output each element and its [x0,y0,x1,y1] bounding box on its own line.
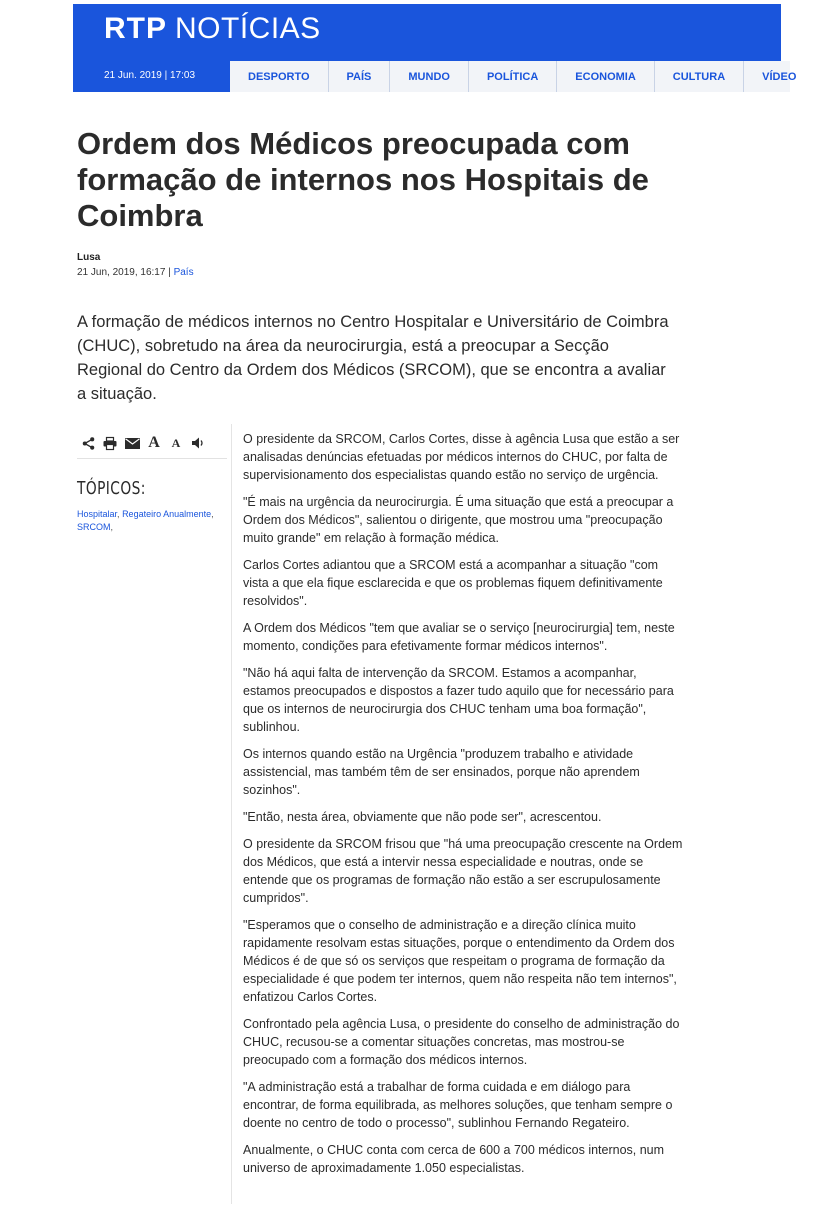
print-icon[interactable] [99,433,121,453]
nav-item-cultura[interactable]: CULTURA [654,61,743,92]
article-author: Lusa [77,252,101,263]
logo-rtp: RTP [104,12,167,45]
share-icon[interactable] [77,433,99,453]
body-paragraph: Anualmente, o CHUC conta com cerca de 600 a 700 médicos internos, num universo de aproximadamente 1.050 especialistas. [243,1143,665,1175]
body-paragraph: Os internos quando estão na Urgência "produzem trabalho e atividade assistencial, mas também têm de ser ensinados, porque não aprendem sozinhos". [243,747,640,797]
email-icon[interactable] [121,433,143,453]
body-paragraph: "É mais na urgência da neurocirurgia. É uma situação que está a preocupar a Ordem dos Médicos", salientou o dirigente, que mostrou uma "preocupação muito grande" em relação à formação médica. [243,495,674,545]
body-paragraph: "Então, nesta área, obviamente que não pode ser", acrescentou. [243,810,602,824]
meta-separator: | [165,267,174,278]
topic-link-hospitalar[interactable]: Hospitalar [77,509,118,519]
main-nav [230,61,797,92]
article-date: 21 Jun, 2019, 16:17 [77,267,166,278]
site-logo[interactable] [104,13,321,45]
article-category-link[interactable]: País [173,267,194,278]
body-paragraph: "Não há aqui falta de intervenção da SRCOM. Estamos a acompanhar, estamos preocupados e dispostos a fazer tudo aquilo que for necessário para que os internos de neurocirurgia dos CHUC tenham uma boa formação", sublinhou. [243,666,674,734]
nav-item-politica[interactable]: POLÍTICA [468,61,556,92]
site-header [73,4,797,92]
topic-separator: , [117,509,120,519]
body-paragraph: O presidente da SRCOM frisou que "há uma preocupação crescente na Ordem dos Médicos, que está a intervir nessa especialidade e noutras, onde se entende que os programas de formação não estão a ser escrupulosamente cumpridos". [243,837,683,905]
font-decrease-icon[interactable]: A [171,435,181,450]
nav-item-pais[interactable]: PAÍS [328,61,390,92]
speaker-icon[interactable] [187,433,209,453]
body-paragraph: Carlos Cortes adiantou que a SRCOM está a acompanhar a situação "com vista a que ela fique esclarecida e que os problemas fiquem definitivamente resolvidos". [243,558,663,608]
topics-list [77,508,232,534]
article-title: Ordem dos Médicos preocupada com formação de internos nos Hospitais de Coimbra [77,126,649,233]
article-tools [77,428,227,459]
body-paragraph: O presidente da SRCOM, Carlos Cortes, disse à agência Lusa que estão a ser analisadas denúncias efetuadas por médicos internos do CHUC, por falta de supervisionamento dos especialistas quando estão no serviço de urgência. [243,432,680,482]
nav-item-video[interactable]: VÍDEO [743,61,814,92]
topics-heading: TÓPICOS: [77,478,146,499]
font-increase-icon[interactable]: A [148,434,160,451]
header-dateline: 21 Jun. 2019 | 17:03 [104,70,196,81]
body-paragraph: A Ordem dos Médicos "tem que avaliar se o serviço [neurocirurgia] tem, neste momento, condições para efetivamente formar médicos internos". [243,621,675,653]
topic-separator: , [110,522,114,532]
body-paragraph: Confrontado pela agência Lusa, o presidente do conselho de administração do CHUC, recusou-se a comentar situações concretas, mas mostrou-se preocupado com a formação dos médicos internos. [243,1017,680,1067]
column-divider [231,424,232,1204]
article-body [243,430,683,1186]
nav-item-mundo[interactable]: MUNDO [389,61,468,92]
topic-separator: , [211,509,214,519]
topic-link-srcom[interactable]: SRCOM [77,522,111,532]
nav-item-economia[interactable]: ECONOMIA [556,61,654,92]
body-paragraph: "Esperamos que o conselho de administração e a direção clínica muito rapidamente resolvam estas situações, porque o entendimento da Ordem dos Médicos é de que só os serviços que respeitam o programa de formação da especialidade é que podem ter internos, quem não respeita não tem internos", enfatizou Carlos Cortes. [243,918,677,1004]
nav-item-desporto[interactable]: DESPORTO [248,70,310,83]
logo-noticias: NOTÍCIAS [175,12,321,45]
body-paragraph: "A administração está a trabalhar de forma cuidada e em diálogo para encontrar, de forma equilibrada, as melhores soluções, que tenham sempre o doente no centro de todo o processo", sublinhou Fernando Regateiro. [243,1080,673,1130]
article-meta [77,267,194,278]
topic-link-regateiro[interactable]: Regateiro Anualmente [122,509,212,519]
article-lead: A formação de médicos internos no Centro Hospitalar e Universitário de Coimbra (CHUC), sobretudo na área da neurocirurgia, está a preocupar a Secção Regional do Centro da Ordem dos Médicos (SRCOM), que se encontra a avaliar a situação. [77,313,669,403]
